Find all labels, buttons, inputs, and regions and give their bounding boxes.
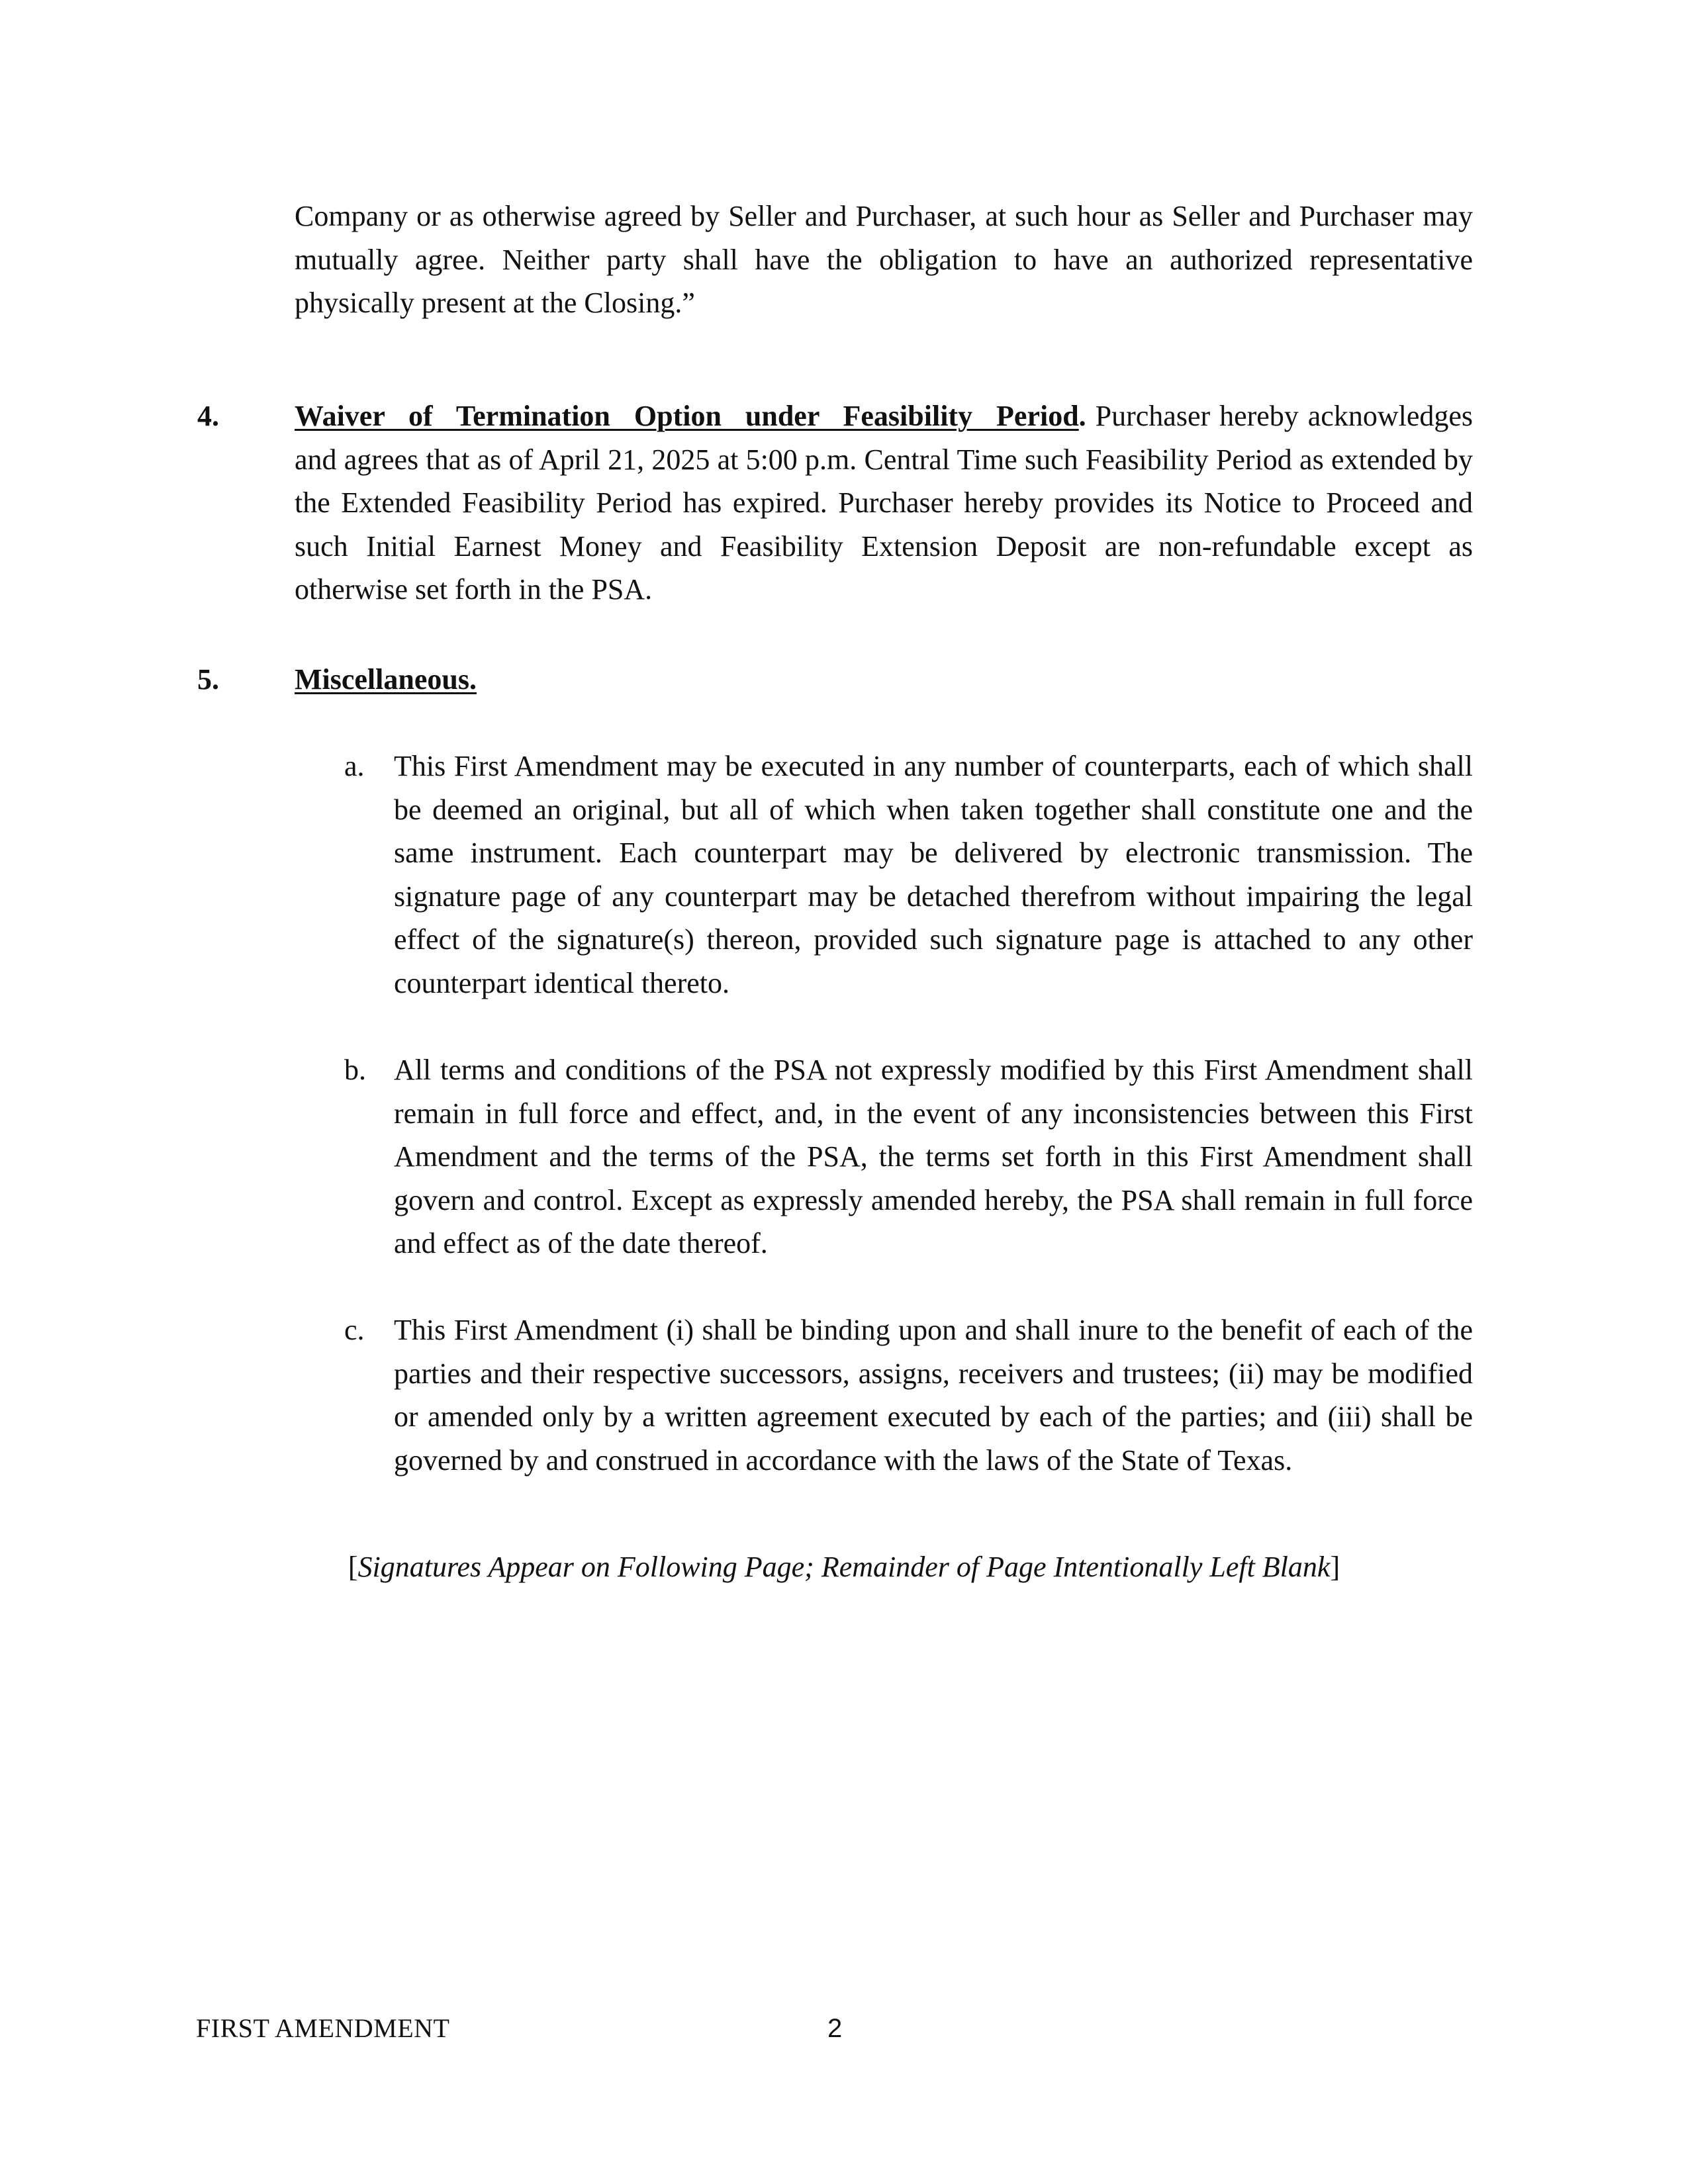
subsection-a-text: This First Amendment may be executed in any number of counterparts, each of which shall be deemed an original, but all of which when taken together shall constitute one and the same instrument. Each counterpart may be delivered by electronic transmission. The signature page of any counterpart may be detached therefrom without impairing the legal effect of the signature(s) thereon, provided such signature page is attached to any other counterpart identical thereto. — [394, 750, 1473, 999]
subsection-c-text: This First Amendment (i) shall be binding upon and shall inure to the benefit of each of the parties and their respective successors, assigns, receivers and trustees; (ii) may be modified or amended only by a written agreement executed by each of the parties; and (iii) shall be governed by and construed in accordance with the laws of the State of Texas. — [394, 1314, 1473, 1477]
signature-note-close-bracket: ] — [1330, 1551, 1340, 1583]
signature-note-open-bracket: [ — [348, 1551, 358, 1583]
page-number: 2 — [827, 2014, 843, 2043]
section-4-body: Purchaser hereby acknowledges and agrees that as of April 21, 2025 at 5:00 p.m. Central Time such Feasibility Period as extended by the Extended Feasibility Period has expired. Purchaser hereby provides its Notice to Proceed and such Initial Earnest Money and Feasibility Extension Deposit are non-refundable except as otherwise set forth in the PSA. — [295, 400, 1474, 606]
subsection-b-text: All terms and conditions of the PSA not expressly modified by this First Amendment shall remain in full force and effect, and, in the event of any inconsistencies between this First Amendment and the terms of the PSA, the terms set forth in this First Amendment shall govern and control. Except as expressly amended hereby, the PSA shall remain in full force and effect as of the date thereof. — [394, 1054, 1473, 1259]
section-5-heading: Miscellaneous. — [295, 663, 477, 696]
intro-paragraph: Company or as otherwise agreed by Seller and Purchaser, at such hour as Seller and Purchaser may mutually agree. Neither party shall have the obligation to have an authorized representative physically present at the Closing.” — [295, 200, 1473, 319]
footer-label: FIRST AMENDMENT — [196, 2013, 450, 2043]
signature-note-text: Signatures Appear on Following Page; Remainder of Page Intentionally Left Blank — [357, 1551, 1331, 1583]
subsection-a-marker: a. — [344, 750, 365, 782]
section-4-paragraph — [295, 394, 1473, 612]
subsection-c-marker: c. — [344, 1314, 365, 1346]
section-4-number: 4. — [197, 400, 219, 432]
signature-note — [0, 1545, 1688, 1589]
section-5-number: 5. — [197, 663, 219, 696]
subsection-b-marker: b. — [344, 1054, 366, 1086]
section-4-heading: Waiver of Termination Option under Feasibility Period — [295, 400, 1079, 432]
section-4-heading-period: . — [1078, 400, 1086, 432]
